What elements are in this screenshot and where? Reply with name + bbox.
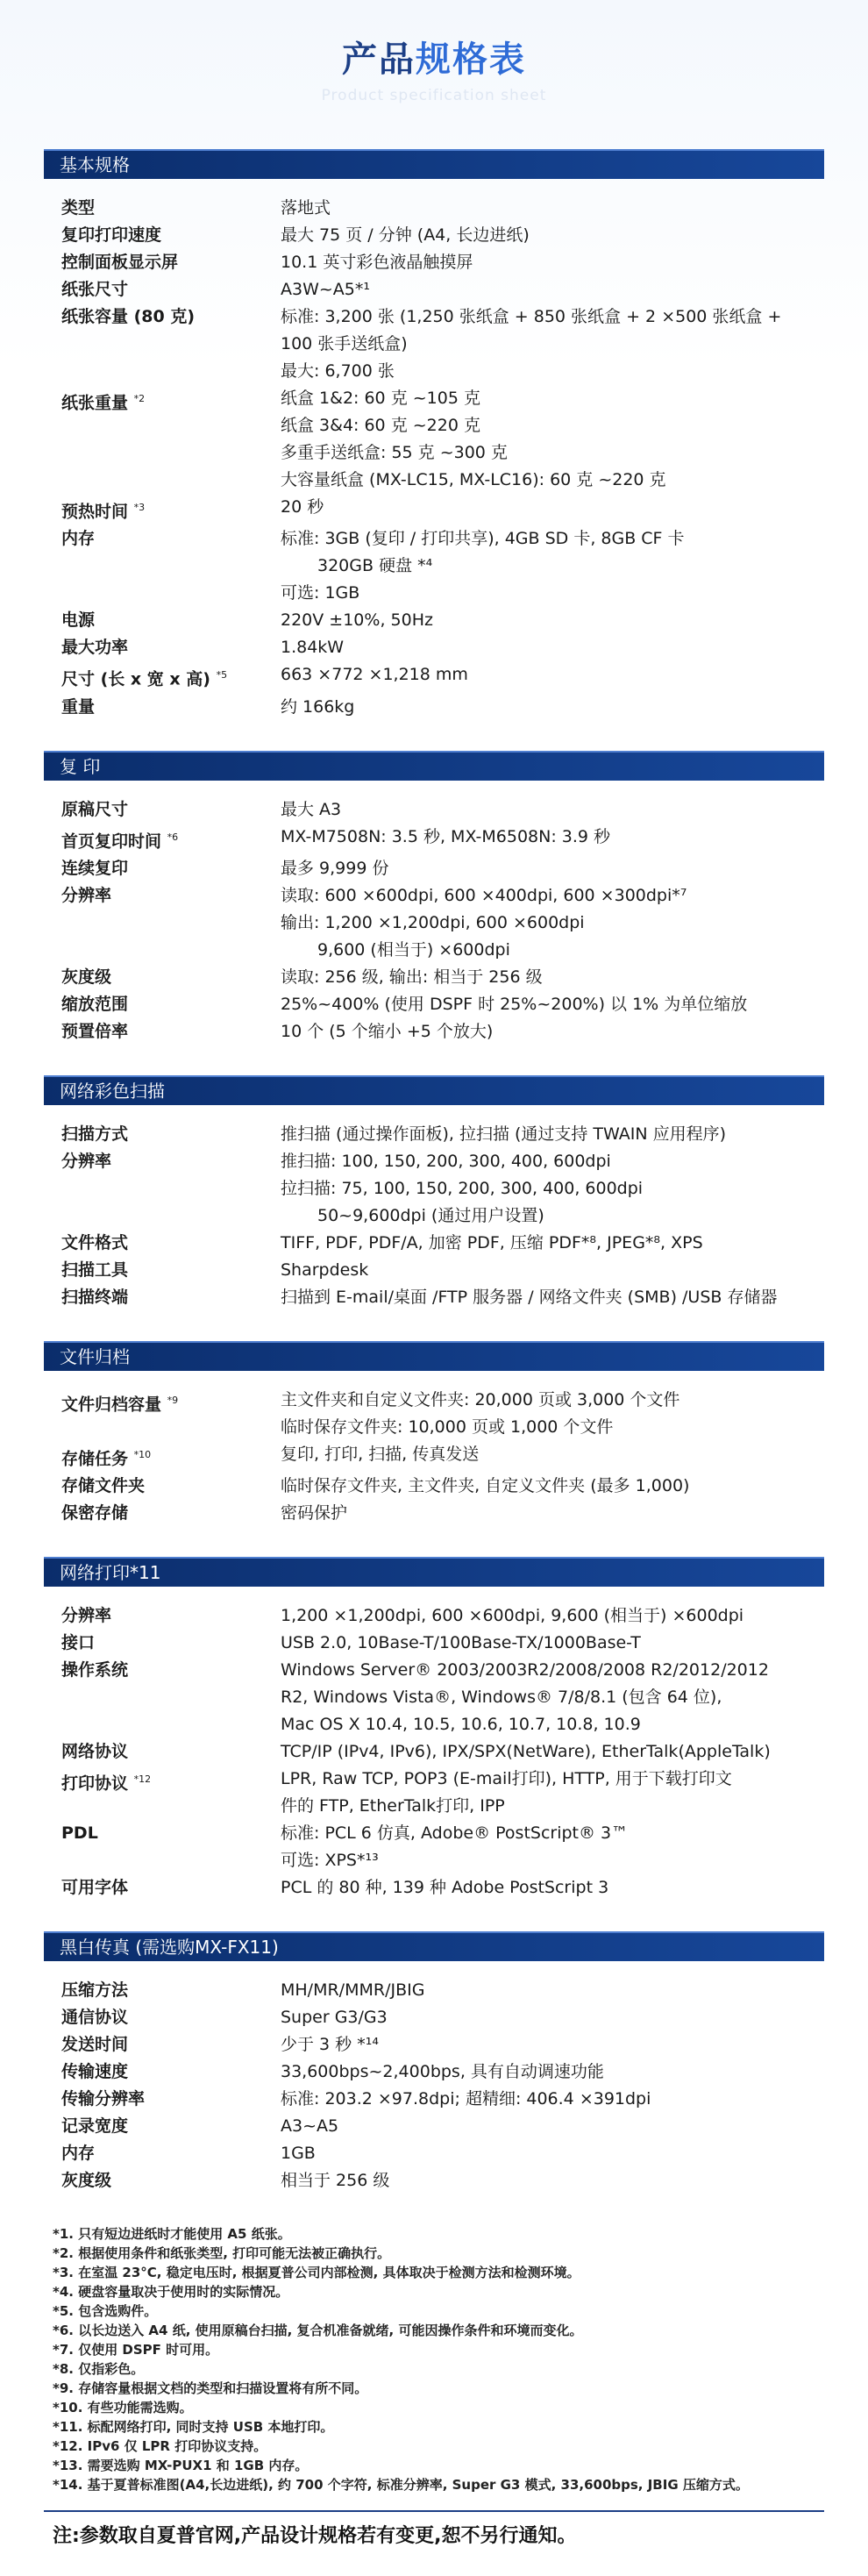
spec-value: R2, Windows Vista®, Windows® 7/8/8.1 (包含 64 位), bbox=[281, 1688, 722, 1708]
spec-label bbox=[61, 2140, 281, 2167]
spec-label bbox=[61, 1630, 281, 1657]
spec-label bbox=[61, 1257, 281, 1284]
spec-values bbox=[281, 1602, 807, 1630]
spec-values bbox=[281, 1766, 807, 1820]
spec-label-text: 分辨率 bbox=[61, 1606, 112, 1626]
spec-row bbox=[61, 1387, 807, 1441]
spec-values bbox=[281, 855, 807, 882]
spec-values bbox=[281, 1820, 807, 1874]
spec-label bbox=[61, 694, 281, 721]
spec-label-text: 分辨率 bbox=[61, 1151, 112, 1171]
spec-label-text: 原稿尺寸 bbox=[61, 799, 129, 819]
footnote: *11. 标配网络打印, 同时支持 USB 本地打印。 bbox=[53, 2419, 334, 2436]
spec-label bbox=[61, 385, 281, 494]
footnote: *7. 仅使用 DSPF 时可用。 bbox=[53, 2342, 219, 2358]
spec-label-text: 复印打印速度 bbox=[61, 225, 162, 245]
spec-value: 9,600 (相当于) ×600dpi bbox=[317, 939, 510, 960]
spec-value: 最大 75 页 / 分钟 (A4, 长边进纸) bbox=[281, 225, 530, 245]
spec-value: Sharpdesk bbox=[281, 1259, 369, 1280]
spec-label bbox=[61, 661, 281, 693]
spec-row bbox=[61, 1602, 807, 1630]
spec-label-text: 文件格式 bbox=[61, 1232, 129, 1252]
spec-values bbox=[281, 1738, 807, 1766]
spec-label bbox=[61, 494, 281, 525]
spec-values bbox=[281, 494, 807, 525]
spec-value: 标准: 3GB (复印 / 打印共享), 4GB SD 卡, 8GB CF 卡 bbox=[281, 529, 685, 549]
spec-label-text: 尺寸 (长 x 宽 x 高) bbox=[61, 669, 210, 689]
spec-values bbox=[281, 1977, 807, 2004]
footnote: *13. 需要选购 MX-PUX1 和 1GB 内存。 bbox=[53, 2458, 309, 2474]
spec-label-text: PDL bbox=[61, 1823, 98, 1844]
spec-value: PCL 的 80 种, 139 种 Adobe PostScript 3 bbox=[281, 1878, 609, 1898]
spec-row bbox=[61, 2140, 807, 2167]
spec-value: 落地式 bbox=[281, 198, 331, 218]
spec-value: 25%~400% (使用 DSPF 时 25%~200%) 以 1% 为单位缩放 bbox=[281, 994, 748, 1014]
spec-value: MH/MR/MMR/JBIG bbox=[281, 1980, 425, 2001]
spec-label-text: 内存 bbox=[61, 529, 96, 549]
spec-values bbox=[281, 249, 807, 276]
spec-row bbox=[61, 634, 807, 661]
footnote: *10. 有些功能需选购。 bbox=[53, 2400, 193, 2416]
section-header: 网络彩色扫描 bbox=[44, 1075, 824, 1105]
spec-row bbox=[61, 2059, 807, 2086]
spec-label bbox=[61, 1387, 281, 1441]
spec-row bbox=[61, 1230, 807, 1257]
spec-row bbox=[61, 2031, 807, 2059]
spec-value: 最大 A3 bbox=[281, 799, 342, 819]
spec-value: 主文件夹和自定义文件夹: 20,000 页或 3,000 个文件 bbox=[281, 1389, 680, 1409]
spec-label bbox=[61, 2004, 281, 2031]
spec-row bbox=[61, 1738, 807, 1766]
spec-row bbox=[61, 824, 807, 855]
spec-values bbox=[281, 2059, 807, 2086]
spec-value: 50~9,600dpi (通过用户设置) bbox=[317, 1205, 544, 1225]
spec-label bbox=[61, 991, 281, 1018]
spec-value: 读取: 600 ×600dpi, 600 ×400dpi, 600 ×300dpi*⁷ bbox=[281, 885, 687, 905]
spec-label-text: 控制面板显示屏 bbox=[61, 253, 179, 272]
spec-values bbox=[281, 2031, 807, 2059]
spec-values bbox=[281, 2167, 807, 2194]
spec-value: 10.1 英寸彩色液晶触摸屏 bbox=[281, 253, 473, 272]
spec-value: 临时保存文件夹, 主文件夹, 自定义文件夹 (最多 1,000) bbox=[281, 1476, 690, 1496]
spec-value: 少于 3 秒 *¹⁴ bbox=[281, 2035, 379, 2055]
footnote-marker: *9 bbox=[167, 1394, 179, 1406]
spec-row bbox=[61, 2113, 807, 2140]
footnote-marker: *12 bbox=[133, 1773, 152, 1786]
spec-values bbox=[281, 2113, 807, 2140]
spec-values bbox=[281, 1657, 807, 1738]
spec-values bbox=[281, 1473, 807, 1500]
footnote-marker: *2 bbox=[133, 393, 146, 404]
spec-label-text: 存储任务 bbox=[61, 1449, 129, 1469]
spec-value: 标准: 3,200 张 (1,250 张纸盒 + 850 张纸盒 + 2 ×500 张纸盒 + bbox=[281, 307, 782, 326]
footnotes bbox=[44, 2224, 824, 2494]
spec-label-text: 灰度级 bbox=[61, 967, 112, 987]
spec-section bbox=[44, 1075, 824, 1324]
footnote: *5. 包含选购件。 bbox=[53, 2303, 158, 2320]
spec-section bbox=[44, 1931, 824, 2207]
spec-row bbox=[61, 1820, 807, 1874]
spec-label bbox=[61, 855, 281, 882]
spec-section bbox=[44, 1557, 824, 1914]
spec-value: 10 个 (5 个缩小 +5 个放大) bbox=[281, 1021, 494, 1041]
spec-label bbox=[61, 1977, 281, 2004]
spec-values bbox=[281, 276, 807, 303]
spec-label-text: 分辨率 bbox=[61, 885, 112, 905]
spec-label bbox=[61, 1441, 281, 1473]
spec-label-text: 记录宽度 bbox=[61, 2116, 129, 2137]
spec-label-text: 类型 bbox=[61, 198, 96, 218]
spec-values bbox=[281, 1500, 807, 1527]
spec-values bbox=[281, 1441, 807, 1473]
footnote: *12. IPv6 仅 LPR 打印协议支持。 bbox=[53, 2438, 267, 2455]
spec-label-text: 接口 bbox=[61, 1633, 96, 1653]
spec-values bbox=[281, 796, 807, 824]
spec-container bbox=[44, 149, 824, 2548]
spec-row bbox=[61, 1284, 807, 1311]
spec-values bbox=[281, 385, 807, 494]
spec-label-text: 文件归档容量 bbox=[61, 1395, 162, 1415]
spec-values bbox=[281, 1121, 807, 1148]
spec-value: 1,200 ×1,200dpi, 600 ×600dpi, 9,600 (相当于) ×600dpi bbox=[281, 1606, 744, 1626]
spec-label bbox=[61, 796, 281, 824]
spec-row bbox=[61, 1121, 807, 1148]
spec-value: 100 张手送纸盒) bbox=[281, 334, 408, 353]
spec-value: 多重手送纸盒: 55 克 ~300 克 bbox=[281, 443, 508, 462]
spec-label bbox=[61, 1230, 281, 1257]
spec-label bbox=[61, 1121, 281, 1148]
spec-values bbox=[281, 1018, 807, 1045]
spec-label bbox=[61, 1766, 281, 1820]
spec-value: 220V ±10%, 50Hz bbox=[281, 610, 433, 631]
spec-value: 件的 FTP, EtherTalk打印, IPP bbox=[281, 1796, 505, 1816]
spec-value: USB 2.0, 10Base-T/100Base-TX/1000Base-T bbox=[281, 1633, 641, 1653]
spec-value: 相当于 256 级 bbox=[281, 2171, 390, 2191]
spec-row bbox=[61, 222, 807, 249]
page-title bbox=[0, 32, 868, 82]
spec-values bbox=[281, 1148, 807, 1230]
footnote: *8. 仅指彩色。 bbox=[53, 2361, 145, 2378]
spec-section bbox=[44, 1341, 824, 1539]
spec-row bbox=[61, 661, 807, 693]
spec-row bbox=[61, 694, 807, 721]
spec-value: 推扫描 (通过操作面板), 拉扫描 (通过支持 TWAIN 应用程序) bbox=[281, 1124, 727, 1144]
section-header: 基本规格 bbox=[44, 149, 824, 179]
spec-label-text: 发送时间 bbox=[61, 2035, 129, 2055]
spec-value: 纸盒 1&2: 60 克 ~105 克 bbox=[281, 389, 480, 408]
spec-label bbox=[61, 634, 281, 661]
spec-value: 1GB bbox=[281, 2144, 316, 2164]
spec-values bbox=[281, 964, 807, 991]
footnote: *14. 基于夏普标准图(A4,长边进纸), 约 700 个字符, 标准分辨率, Super G3 模式, 33,600bps, JBIG 压缩方式。 bbox=[53, 2477, 749, 2494]
spec-values bbox=[281, 991, 807, 1018]
spec-row bbox=[61, 2086, 807, 2113]
spec-value: 1.84kW bbox=[281, 638, 345, 658]
spec-value: 大容量纸盒 (MX-LC15, MX-LC16): 60 克 ~220 克 bbox=[281, 470, 666, 489]
spec-value: 20 秒 bbox=[281, 497, 324, 517]
spec-row bbox=[61, 1766, 807, 1820]
spec-values bbox=[281, 824, 807, 855]
spec-value: 320GB 硬盘 *⁴ bbox=[317, 556, 433, 576]
spec-values bbox=[281, 1387, 807, 1441]
spec-value: 约 166kg bbox=[281, 696, 355, 717]
spec-value: 扫描到 E-mail/桌面 /FTP 服务器 / 网络文件夹 (SMB) /USB 存储器 bbox=[281, 1287, 778, 1307]
spec-value: 复印, 打印, 扫描, 传真发送 bbox=[281, 1444, 480, 1464]
spec-row bbox=[61, 276, 807, 303]
spec-values bbox=[281, 2004, 807, 2031]
spec-label bbox=[61, 195, 281, 222]
spec-value: 密码保护 bbox=[281, 1503, 348, 1523]
footnote: *4. 硬盘容量取决于使用时的实际情况。 bbox=[53, 2284, 289, 2301]
spec-label-text: 保密存储 bbox=[61, 1503, 129, 1523]
spec-label bbox=[61, 1820, 281, 1874]
spec-row bbox=[61, 303, 807, 385]
spec-row bbox=[61, 249, 807, 276]
spec-row bbox=[61, 2167, 807, 2194]
spec-value: 可选: XPS*¹³ bbox=[281, 1851, 379, 1871]
spec-row bbox=[61, 195, 807, 222]
spec-value: 输出: 1,200 ×1,200dpi, 600 ×600dpi bbox=[281, 912, 585, 932]
spec-label bbox=[61, 2031, 281, 2059]
spec-row bbox=[61, 1630, 807, 1657]
spec-label-text: 纸张容量 (80 克) bbox=[61, 307, 196, 326]
spec-value: 标准: PCL 6 仿真, Adobe® PostScript® 3™ bbox=[281, 1823, 629, 1844]
spec-label-text: 传输分辨率 bbox=[61, 2089, 146, 2109]
spec-row bbox=[61, 607, 807, 634]
spec-row bbox=[61, 1257, 807, 1284]
section-rows bbox=[44, 1961, 824, 2207]
spec-value: 读取: 256 级, 输出: 相当于 256 级 bbox=[281, 967, 543, 987]
spec-label-text: 扫描终端 bbox=[61, 1287, 129, 1307]
spec-label bbox=[61, 964, 281, 991]
spec-values bbox=[281, 694, 807, 721]
spec-row bbox=[61, 494, 807, 525]
footnote-marker: *6 bbox=[167, 831, 179, 843]
section-rows bbox=[44, 1371, 824, 1539]
spec-values bbox=[281, 1230, 807, 1257]
section-header: 复 印 bbox=[44, 751, 824, 781]
spec-row bbox=[61, 991, 807, 1018]
footnote-marker: *3 bbox=[133, 502, 146, 513]
spec-row bbox=[61, 1657, 807, 1738]
spec-value: 标准: 203.2 ×97.8dpi; 超精细: 406.4 ×391dpi bbox=[281, 2089, 651, 2109]
spec-values bbox=[281, 2086, 807, 2113]
spec-row bbox=[61, 1441, 807, 1473]
spec-label-text: 压缩方法 bbox=[61, 1980, 129, 2001]
spec-label-text: 传输速度 bbox=[61, 2062, 129, 2082]
spec-row bbox=[61, 1473, 807, 1500]
spec-label bbox=[61, 824, 281, 855]
section-header: 黑白传真 (需选购MX-FX11) bbox=[44, 1931, 824, 1961]
spec-label bbox=[61, 1284, 281, 1311]
spec-values bbox=[281, 525, 807, 607]
footnote: *1. 只有短边进纸时才能使用 A5 纸张。 bbox=[53, 2226, 291, 2243]
spec-values bbox=[281, 222, 807, 249]
page-header bbox=[0, 32, 868, 104]
spec-value: Windows Server® 2003/2003R2/2008/2008 R2/2012/2012 bbox=[281, 1660, 769, 1680]
spec-values bbox=[281, 634, 807, 661]
footnote: *2. 根据使用条件和纸张类型, 打印可能无法被正确执行。 bbox=[53, 2245, 391, 2262]
spec-value: TCP/IP (IPv4, IPv6), IPX/SPX(NetWare), EtherTalk(AppleTalk) bbox=[281, 1742, 771, 1762]
spec-label-text: 存储文件夹 bbox=[61, 1476, 146, 1496]
spec-row bbox=[61, 1148, 807, 1230]
spec-label-text: 连续复印 bbox=[61, 858, 129, 878]
spec-values bbox=[281, 661, 807, 693]
footnote: *6. 以长边送入 A4 纸, 使用原稿台扫描, 复合机准备就绪, 可能因操作条件和环境而变化。 bbox=[53, 2323, 583, 2339]
spec-value: MX-M7508N: 3.5 秒, MX-M6508N: 3.9 秒 bbox=[281, 826, 611, 846]
spec-label-text: 操作系统 bbox=[61, 1660, 129, 1680]
spec-label-text: 纸张尺寸 bbox=[61, 280, 129, 299]
spec-section bbox=[44, 751, 824, 1058]
spec-label-text: 预置倍率 bbox=[61, 1021, 129, 1041]
spec-label bbox=[61, 1738, 281, 1766]
spec-label bbox=[61, 2086, 281, 2113]
spec-value: 可选: 1GB bbox=[281, 583, 360, 603]
spec-value: A3~A5 bbox=[281, 2116, 339, 2137]
spec-label-text: 扫描工具 bbox=[61, 1259, 129, 1280]
section-rows bbox=[44, 1105, 824, 1324]
spec-label-text: 可用字体 bbox=[61, 1878, 129, 1898]
spec-label-text: 重量 bbox=[61, 696, 96, 717]
spec-label bbox=[61, 2059, 281, 2086]
spec-row bbox=[61, 796, 807, 824]
title-part1: 产品 bbox=[342, 39, 416, 80]
spec-values bbox=[281, 1257, 807, 1284]
spec-value: TIFF, PDF, PDF/A, 加密 PDF, 压缩 PDF*⁸, JPEG*⁸, XPS bbox=[281, 1232, 703, 1252]
spec-row bbox=[61, 855, 807, 882]
spec-label-text: 首页复印时间 bbox=[61, 831, 162, 851]
spec-values bbox=[281, 882, 807, 964]
spec-value: Mac OS X 10.4, 10.5, 10.6, 10.7, 10.8, 10.9 bbox=[281, 1715, 641, 1735]
spec-label bbox=[61, 276, 281, 303]
spec-label-text: 扫描方式 bbox=[61, 1124, 129, 1144]
spec-label bbox=[61, 607, 281, 634]
spec-values bbox=[281, 1874, 807, 1902]
section-header: 文件归档 bbox=[44, 1341, 824, 1371]
spec-value: 临时保存文件夹: 10,000 页或 1,000 个文件 bbox=[281, 1416, 614, 1437]
spec-label bbox=[61, 1148, 281, 1230]
spec-row bbox=[61, 1018, 807, 1045]
spec-value: 纸盒 3&4: 60 克 ~220 克 bbox=[281, 416, 480, 435]
spec-row bbox=[61, 964, 807, 991]
spec-values bbox=[281, 1630, 807, 1657]
spec-label bbox=[61, 1602, 281, 1630]
spec-value: 推扫描: 100, 150, 200, 300, 400, 600dpi bbox=[281, 1151, 611, 1171]
spec-label bbox=[61, 1500, 281, 1527]
spec-label bbox=[61, 2113, 281, 2140]
footnote-marker: *10 bbox=[133, 1448, 152, 1460]
spec-label-text: 通信协议 bbox=[61, 2008, 129, 2028]
spec-label-text: 预热时间 bbox=[61, 502, 129, 522]
disclaimer: 注:参数取自夏普官网,产品设计规格若有变更,恕不另行通知。 bbox=[44, 2510, 824, 2548]
spec-value: 拉扫描: 75, 100, 150, 200, 300, 400, 600dpi bbox=[281, 1178, 644, 1198]
footnote-marker: *5 bbox=[216, 669, 228, 681]
spec-label-text: 电源 bbox=[61, 610, 96, 631]
spec-values bbox=[281, 303, 807, 385]
spec-row bbox=[61, 1500, 807, 1527]
spec-value: Super G3/G3 bbox=[281, 2008, 388, 2028]
spec-value: 最多 9,999 份 bbox=[281, 858, 389, 878]
spec-label-text: 缩放范围 bbox=[61, 994, 129, 1014]
spec-row bbox=[61, 2004, 807, 2031]
spec-row bbox=[61, 1977, 807, 2004]
spec-values bbox=[281, 1284, 807, 1311]
spec-label bbox=[61, 1018, 281, 1045]
spec-values bbox=[281, 607, 807, 634]
section-rows bbox=[44, 179, 824, 733]
section-header: 网络打印*11 bbox=[44, 1557, 824, 1587]
spec-row bbox=[61, 525, 807, 607]
spec-label-text: 纸张重量 bbox=[61, 393, 129, 413]
spec-value: 33,600bps~2,400bps, 具有自动调速功能 bbox=[281, 2062, 604, 2082]
spec-value: 最大: 6,700 张 bbox=[281, 361, 395, 381]
spec-values bbox=[281, 2140, 807, 2167]
section-rows bbox=[44, 781, 824, 1058]
spec-label bbox=[61, 1473, 281, 1500]
spec-label-text: 打印协议 bbox=[61, 1773, 129, 1794]
footnote: *3. 在室温 23°C, 稳定电压时, 根据夏普公司内部检测, 具体取决于检测方法和检测环境。 bbox=[53, 2265, 580, 2281]
page-subtitle: Product specification sheet bbox=[321, 87, 547, 104]
spec-label-text: 内存 bbox=[61, 2144, 96, 2164]
spec-label bbox=[61, 303, 281, 385]
spec-row bbox=[61, 385, 807, 494]
spec-values bbox=[281, 195, 807, 222]
spec-label-text: 灰度级 bbox=[61, 2171, 112, 2191]
section-rows bbox=[44, 1587, 824, 1914]
spec-row bbox=[61, 882, 807, 964]
footnote: *9. 存储容量根据文档的类型和扫描设置将有所不同。 bbox=[53, 2380, 368, 2397]
spec-label bbox=[61, 249, 281, 276]
spec-value: A3W~A5*¹ bbox=[281, 280, 370, 299]
spec-label bbox=[61, 1874, 281, 1902]
spec-section bbox=[44, 149, 824, 733]
spec-label bbox=[61, 525, 281, 607]
spec-label-text: 最大功率 bbox=[61, 638, 129, 658]
spec-value: 663 ×772 ×1,218 mm bbox=[281, 665, 468, 685]
spec-label bbox=[61, 222, 281, 249]
spec-label bbox=[61, 882, 281, 964]
spec-label bbox=[61, 1657, 281, 1738]
spec-label bbox=[61, 2167, 281, 2194]
spec-row bbox=[61, 1874, 807, 1902]
spec-label-text: 网络协议 bbox=[61, 1742, 129, 1762]
spec-value: LPR, Raw TCP, POP3 (E-mail打印), HTTP, 用于下载打印文 bbox=[281, 1769, 732, 1789]
title-part2: 规格表 bbox=[416, 39, 526, 80]
